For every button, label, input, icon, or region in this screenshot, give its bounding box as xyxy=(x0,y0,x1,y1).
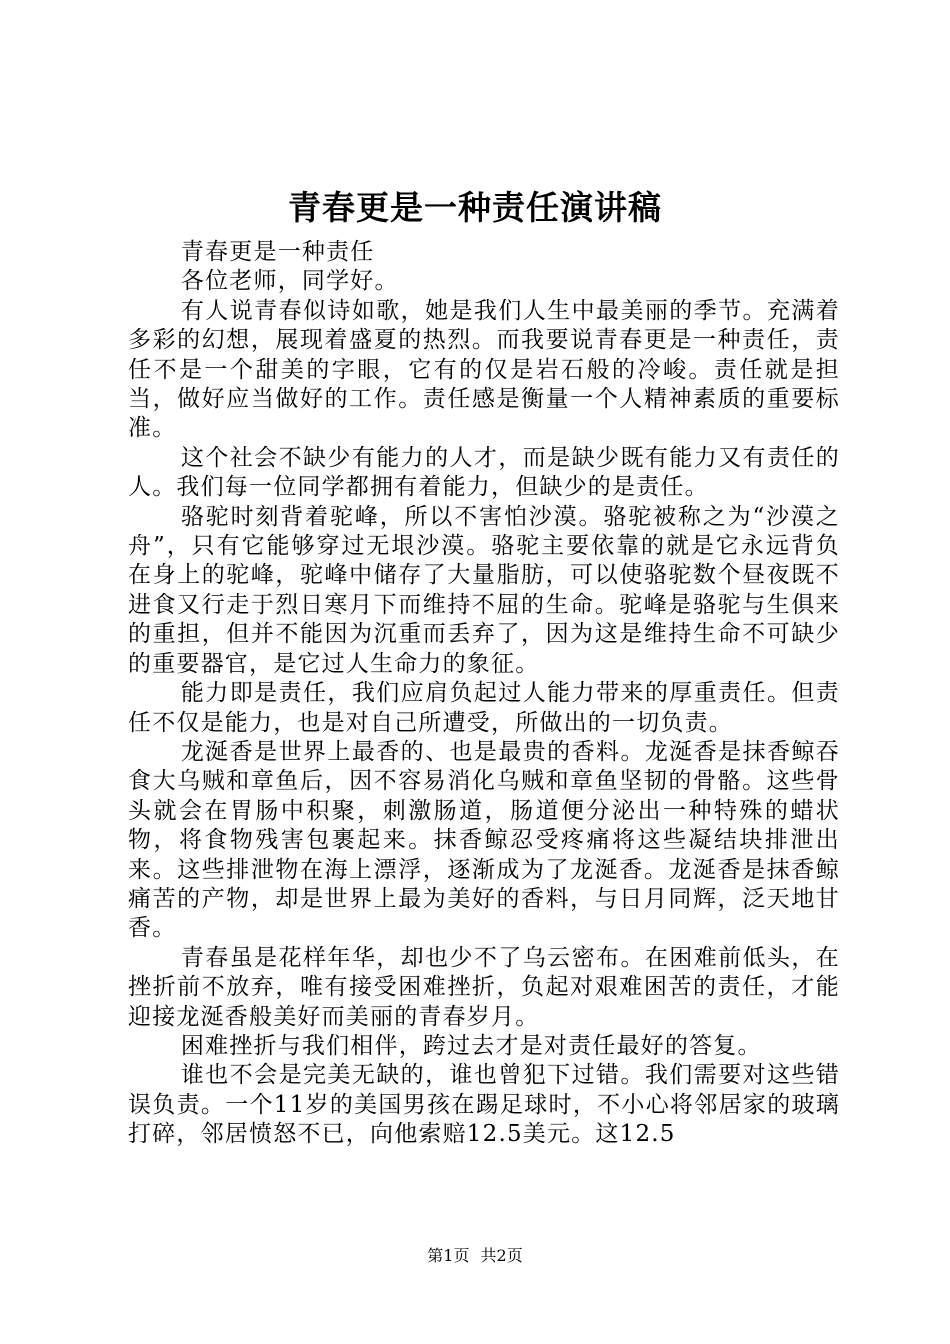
paragraph-greeting: 各位老师，同学好。 xyxy=(180,268,399,295)
paragraph-subtitle: 青春更是一种责任 xyxy=(180,239,375,265)
document-body xyxy=(128,238,840,1150)
paragraph-mistakes: 谁也不会是完美无缺的，谁也曾犯下过错。我们需要对这些错误负责。一个11岁的美国男孩在踢足球时，不小心将邻居家的玻璃打碎，邻居愤怒不已，向他索赔12.5美元。这12.5 xyxy=(128,1062,840,1148)
paragraph-ability-responsibility: 能力即是责任，我们应肩负起过人能力带来的厚重责任。但责任不仅是能力，也是对自己所遭受，所做出的一切负责。 xyxy=(128,680,840,736)
page-footer xyxy=(0,1246,950,1266)
paragraph-youth-hardship: 青春虽是花样年华，却也少不了乌云密布。在困难前低头，在挫折前不放弃，唯有接受困难挫折，负起对艰难困苦的责任，才能迎接龙涎香般美好而美丽的青春岁月。 xyxy=(128,944,840,1030)
paragraph-ability: 这个社会不缺少有能力的人才，而是缺少既有能力又有责任的人。我们每一位同学都拥有着能力，但缺少的是责任。 xyxy=(128,444,840,501)
page-total: 共2页 xyxy=(480,1246,523,1265)
paragraph-overcoming: 困难挫折与我们相伴，跨过去才是对责任最好的答复。 xyxy=(180,1032,762,1059)
paragraph-camel: 骆驼时刻背着驼峰，所以不害怕沙漠。骆驼被称之为“沙漠之舟”，只有它能够穿过无垠沙漠。骆驼主要依靠的就是它永远背负在身上的驼峰，驼峰中储存了大量脂肪，可以使骆驼数个昼夜既不进食又行走于烈日寒月下而维持不屈的生命。驼峰是骆驼与生俱来的重担，但并不能因为沉重而丢弃了，因为这是维持生命不可缺少的重要器官，是它过人生命力的象征。 xyxy=(128,503,840,677)
paragraph-youth-responsibility: 有人说青春似诗如歌，她是我们人生中最美丽的季节。充满着多彩的幻想，展现着盛夏的热烈。而我要说青春更是一种责任，责任不是一个甜美的字眼，它有的仅是岩石般的冷峻。责任就是担当，做好应当做好的工作。责任感是衡量一个人精神素质的重要标准。 xyxy=(128,297,840,442)
paragraph-ambergris: 龙涎香是世界上最香的、也是最贵的香料。龙涎香是抹香鲸吞食大乌贼和章鱼后，因不容易消化乌贼和章鱼坚韧的骨骼。这些骨头就会在胃肠中积聚，刺激肠道，肠道便分泌出一种特殊的蜡状物，将食物残害包裹起来。抹香鲸忍受疼痛将这些凝结块排泄出来。这些排泄物在海上漂浮，逐渐成为了龙涎香。龙涎香是抹香鲸痛苦的产物，却是世界上最为美好的香料，与日月同辉，泛天地甘香。 xyxy=(128,738,840,942)
page-number: 第1页 xyxy=(427,1246,470,1265)
document-title: 青春更是一种责任演讲稿 xyxy=(288,188,662,227)
